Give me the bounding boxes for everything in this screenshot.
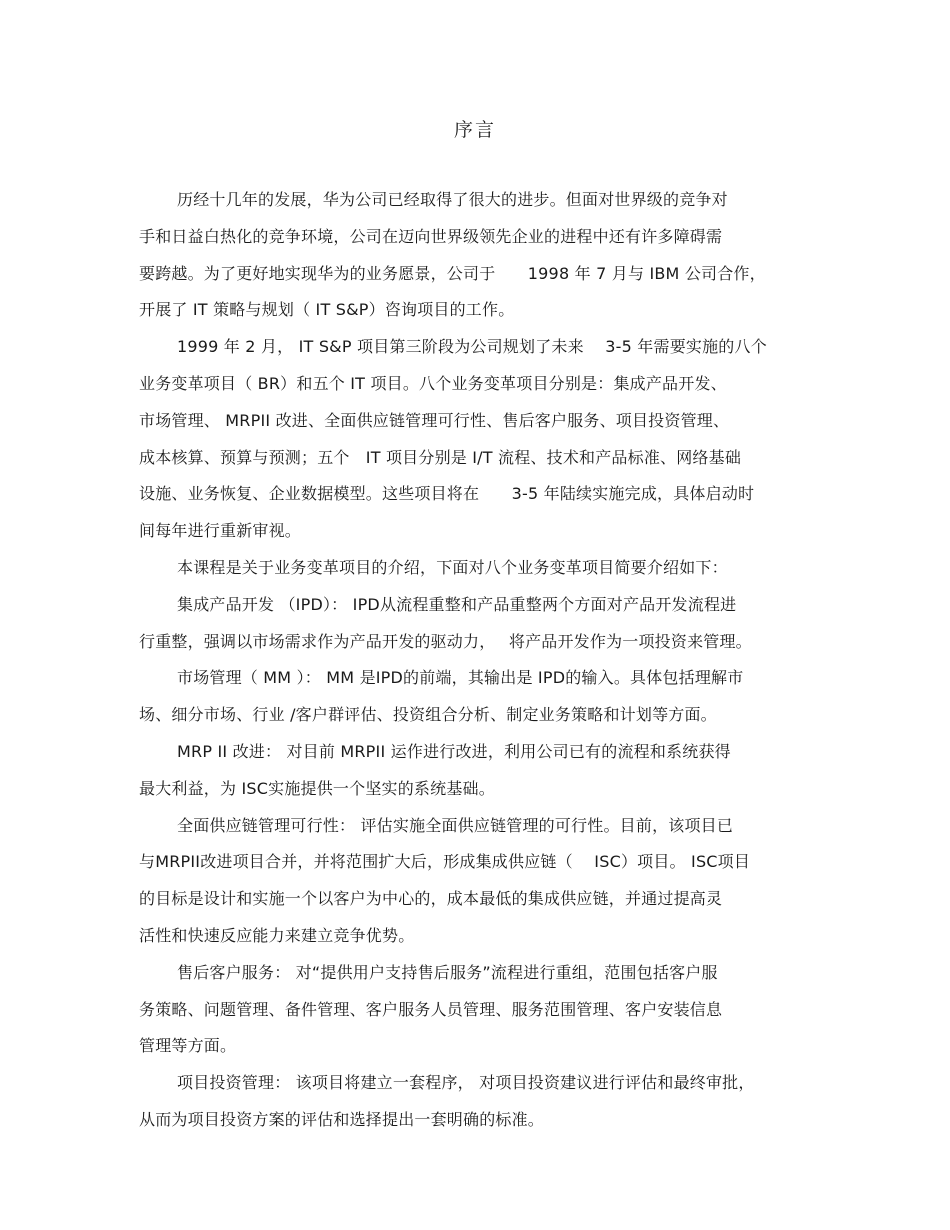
text-line: 市场管理、 MRPII 改进、全面供应链管理可行性、售后客户服务、项目投资管理、 [139, 410, 730, 430]
text-line: 从而为项目投资方案的评估和选择提出一套明确的标准。 [139, 1109, 545, 1129]
text-line: 业务变革项目（ BR）和五个 IT 项目。八个业务变革项目分别是：集成产品开发、 [139, 373, 727, 393]
text-line: 活性和快速反应能力来建立竞争优势。 [139, 925, 415, 945]
text-line: 要跨越。为了更好地实现华为的业务愿景，公司于 1998 年 7 月与 IBM 公司合作， [139, 263, 766, 283]
text-line: 间每年进行重新审视。 [139, 521, 302, 541]
text-line: 市场管理（ MM ）： MM 是IPD的前端，其输出是 IPD的输入。具体包括理解市 [177, 668, 744, 688]
text-line: 与MRPII改进项目合并，并将范围扩大后，形成集成供应链（ ISC）项目。 ISC项目 [139, 852, 751, 872]
text-line: 项目投资管理： 该项目将建立一套程序， 对项目投资建议进行评估和最终审批， [177, 1073, 755, 1093]
text-line: 开展了 IT 策略与规划（ IT S&P）咨询项目的工作。 [139, 300, 515, 320]
text-line: 场、细分市场、行业 /客户群评估、投资组合分析、制定业务策略和计划等方面。 [139, 705, 717, 725]
text-line: 务策略、问题管理、备件管理、客户服务人员管理、服务范围管理、客户安装信息 [139, 999, 723, 1019]
text-line: 最大利益，为 ISC实施提供一个坚实的系统基础。 [139, 778, 495, 798]
text-line: 管理等方面。 [139, 1036, 237, 1056]
text-line: 设施、业务恢复、企业数据模型。这些项目将在 3-5 年陆续实施完成，具体启动时 [139, 484, 755, 504]
text-line: MRP II 改进： 对目前 MRPII 运作进行改进，利用公司已有的流程和系统获得 [177, 741, 731, 761]
text-line: 成本核算、预算与预测；五个 IT 项目分别是 I/T 流程、技术和产品标准、网络基础 [139, 447, 742, 467]
text-line: 历经十几年的发展，华为公司已经取得了很大的进步。但面对世界级的竞争对 [177, 190, 728, 209]
text-line: 全面供应链管理可行性： 评估实施全面供应链管理的可行性。目前，该项目已 [177, 815, 734, 835]
text-line: 的目标是设计和实施一个以客户为中心的，成本最低的集成供应链，并通过提高灵 [139, 889, 723, 909]
text-line: 售后客户服务： 对“提供用户支持售后服务”流程进行重组，范围包括客户服 [177, 962, 718, 982]
text-line: 1999 年 2 月， IT S&P 项目第三阶段为公司规划了未来 3-5 年需要实施的八个 [177, 337, 767, 357]
body-text [139, 186, 819, 1143]
text-line: 手和日益白热化的竞争环境，公司在迈向世界级领先企业的进程中还有许多障碍需 [139, 226, 723, 246]
page-title: 序言 [453, 119, 496, 141]
text-line: 行重整，强调以市场需求作为产品开发的驱动力， 将产品开发作为一项投资来管理。 [139, 631, 752, 651]
text-line: 集成产品开发 （IPD）： IPD从流程重整和产品重整两个方面对产品开发流程进 [177, 594, 737, 614]
text-line: 本课程是关于业务变革项目的介绍，下面对八个业务变革项目简要介绍如下： [177, 557, 728, 577]
